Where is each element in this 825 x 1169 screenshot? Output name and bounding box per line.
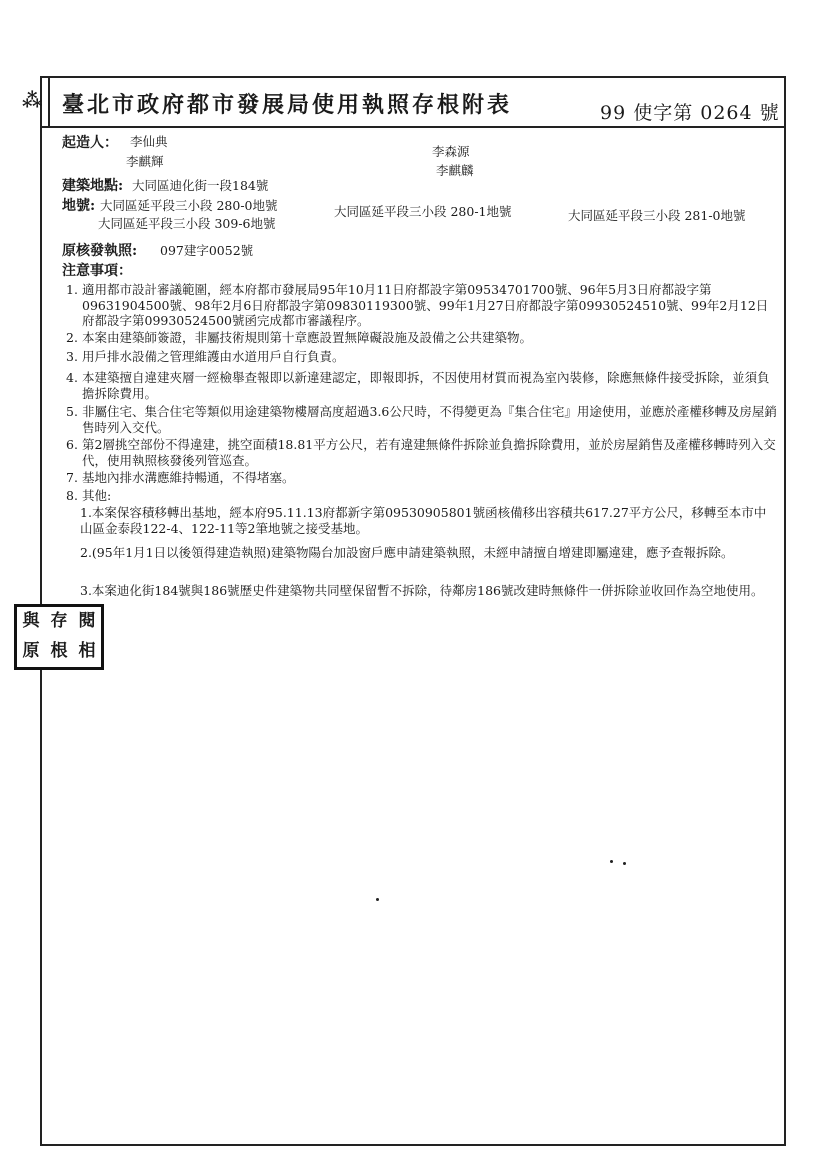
lot-item: 大同區延平段三小段 280-0地號 [100, 198, 278, 213]
lot-item: 大同區延平段三小段 281-0地號 [568, 208, 746, 223]
other-note: 1.本案保容積移轉出基地，經本府95.11.13府都新字第09530905801號函核備移出容積共617.27平方公尺，移轉至本市中山區金泰段122-4、122-11等2筆地號之接受基地。 [80, 505, 767, 536]
stamp-char: 原 [22, 641, 40, 661]
applicant-name-3: 李麒輝 [126, 154, 164, 169]
applicant-name-4: 李麒麟 [436, 163, 474, 178]
site-address: 大同區迪化街一段184號 [132, 178, 269, 193]
original-permit-label: 原核發執照: [62, 243, 138, 259]
header-divider [40, 126, 784, 128]
document-title: 臺北市政府都市發展局使用執照存根附表 [62, 92, 513, 118]
stamp-char: 根 [50, 641, 68, 661]
hole-punch-mark: ⁂ [22, 88, 43, 112]
other-note: 2.(95年1月1日以後領得建造執照)建築物陽台加設窗戶應申請建築執照，未經申請擅自增建即屬違建，應予查報拆除。 [80, 545, 734, 560]
other-note: 3.本案迪化街184號與186號歷史件建築物共同壁保留暫不拆除，待鄰房186號改建時無條件一併拆除並收回作為空地使用。 [80, 583, 764, 598]
applicant-name-2: 李森源 [432, 144, 470, 159]
lot-item: 大同區延平段三小段 309-6地號 [98, 216, 276, 231]
stamp-char: 閱 [78, 611, 96, 631]
lots-label: 地號: [62, 198, 96, 214]
notes-label: 注意事項： [62, 263, 132, 279]
lot-item: 大同區延平段三小段 280-1地號 [334, 204, 512, 219]
stamp-char: 相 [78, 641, 96, 661]
applicant-name-1: 李仙典 [130, 134, 168, 149]
site-label: 建築地點: [62, 178, 124, 194]
stamp-char: 存 [50, 611, 68, 631]
scan-speck [610, 860, 613, 863]
stamp-char: 與 [22, 611, 40, 631]
scan-speck [376, 898, 379, 901]
left-margin-rule [48, 76, 50, 126]
applicants-label: 起造人： [62, 135, 118, 151]
verification-stamp [14, 604, 104, 670]
original-permit-value: 097建字0052號 [160, 243, 254, 258]
scan-speck [623, 862, 626, 865]
document-frame [40, 76, 786, 1146]
permit-number: 99 使字第 0264 號 [600, 102, 780, 124]
